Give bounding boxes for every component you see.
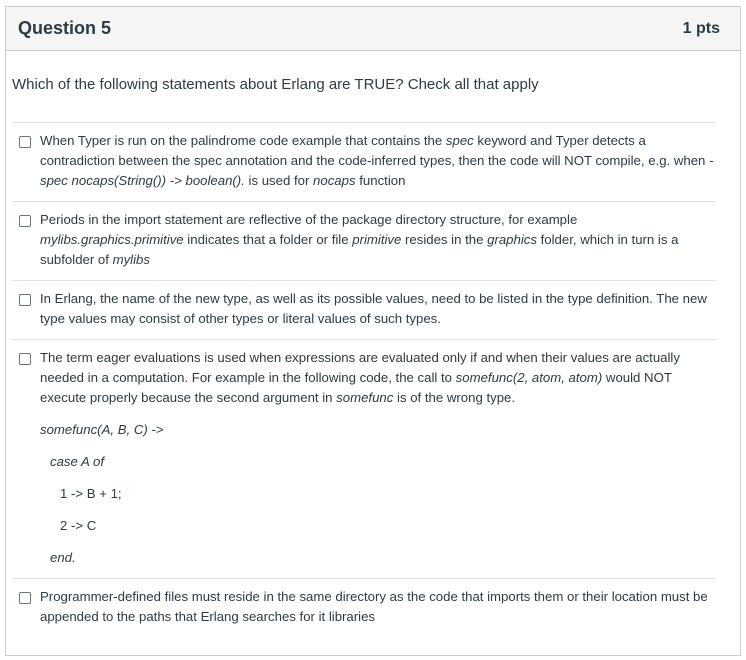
code-snippet: [40, 420, 716, 568]
answer-text-1: When Typer is run on the palindrome code example that contains the spec keyword and Typer detects a contradiction between the spec annotation and the code-inferred types, then the code will NOT compile, e.g. when -spec nocaps(String()) -> boolean(). is used for nocaps function: [40, 133, 714, 188]
answer-text-2: Periods in the import statement are reflective of the package directory structure, for example mylibs.graphics.primitive indicates that a folder or file primitive resides in the graphics folder, which in turn is a subfolder of mylibs: [40, 212, 679, 267]
answer-option-4[interactable]: [12, 339, 716, 578]
answer-text-4: The term eager evaluations is used when expressions are evaluated only if and when their values are actually needed in a computation. For example in the following code, the call to somefunc(2, atom, atom) would NOT execute properly because the second argument in somefunc is of the wrong type. somefunc(A, B, C) -> case A of 1 -> B + 1; 2 -> C end.: [40, 348, 716, 568]
code-line: 1 -> B + 1;: [60, 486, 122, 501]
answer-text-3: In Erlang, the name of the new type, as well as its possible values, need to be listed in the type definition. The new type values may consist of other types or literal values of such types.: [40, 291, 707, 326]
question-title: Question 5: [18, 18, 112, 38]
checkbox-1[interactable]: [19, 136, 31, 148]
checkbox-2[interactable]: [19, 215, 31, 227]
code-line: end.: [50, 550, 76, 565]
code-line: somefunc(A, B, C) ->: [40, 422, 164, 437]
question-header: [6, 7, 740, 51]
answer-option-5[interactable]: [12, 578, 716, 637]
answer-option-2[interactable]: [12, 201, 716, 280]
code-line: case A of: [50, 454, 104, 469]
checkbox-5[interactable]: [19, 592, 31, 604]
question-prompt: Which of the following statements about Erlang are TRUE? Check all that apply: [12, 76, 539, 93]
question-points: 1 pts: [682, 19, 720, 37]
checkbox-3[interactable]: [19, 294, 31, 306]
answer-list: [12, 122, 716, 637]
answer-option-1[interactable]: [12, 122, 716, 201]
checkbox-4[interactable]: [19, 353, 31, 365]
answer-option-3[interactable]: [12, 280, 716, 339]
code-line: 2 -> C: [60, 518, 97, 533]
answer-text-5: Programmer-defined files must reside in the same directory as the code that imports them or their location must be appended to the paths that Erlang searches for it libraries: [40, 589, 708, 624]
